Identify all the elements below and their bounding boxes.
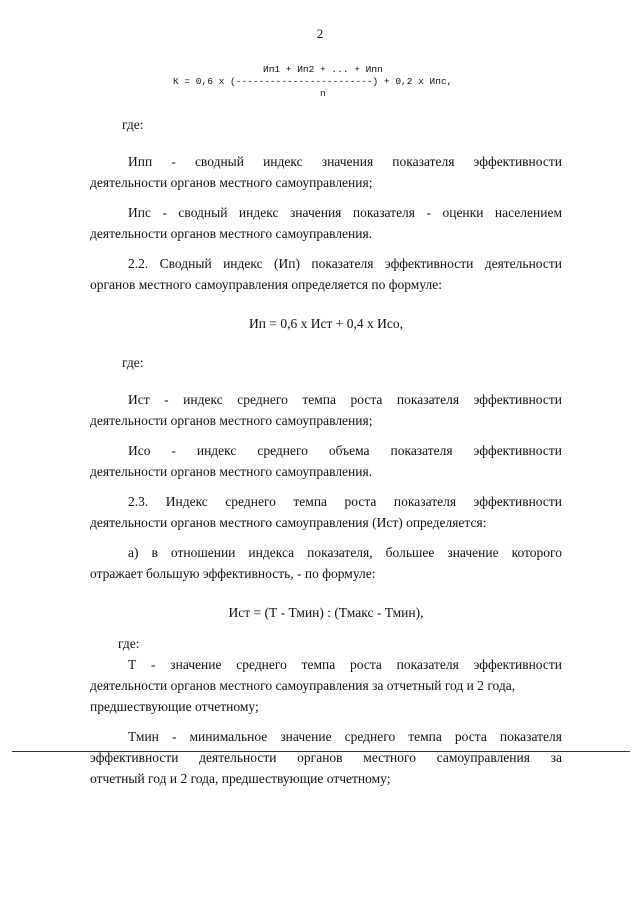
formula-k-numerator: Ип1 + Ип2 + ... + Ипn (263, 64, 383, 75)
definition-ist: Ист - индекс среднего темпа роста показателя эффективности (128, 392, 562, 407)
section-2-2: 2.2. Сводный индекс (Ип) показателя эффективности деятельности (128, 256, 562, 271)
definition-t-cont: деятельности органов местного самоуправления за отчетный год и 2 года, (90, 678, 516, 693)
definition-iso: Исо - индекс среднего объема показателя эффективности (128, 443, 562, 458)
where-label-2: где: (122, 355, 144, 370)
formula-k-main: К = 0,6 х (------------------------) + 0,2 х Ипс, (173, 76, 453, 87)
formula-ist: Ист = (Т - Тмин) : (Тмакс - Тмин), (228, 605, 424, 620)
definition-t-cont-2: предшествующие отчетному; (90, 699, 259, 714)
definition-tmin-cont: эффективности деятельности органов местного самоуправления за (90, 750, 562, 765)
definition-ist-cont: деятельности органов местного самоуправления; (90, 413, 373, 428)
document-body (90, 114, 562, 789)
section-2-2-cont: органов местного самоуправления определяется по формуле: (90, 277, 442, 292)
definition-iso-cont: деятельности органов местного самоуправления. (90, 464, 373, 479)
formula-k-denominator: n (320, 88, 326, 99)
definition-ipp: Ипп - сводный индекс значения показателя эффективности (128, 154, 562, 169)
item-a-cont: отражает большую эффективность, - по формуле: (90, 566, 376, 581)
item-a: а) в отношении индекса показателя, большее значение которого (128, 545, 562, 560)
definition-tmin-cont-2: отчетный год и 2 года, предшествующие отчетному; (90, 771, 391, 786)
definition-ips: Ипс - сводный индекс значения показателя - оценки населением (128, 205, 562, 220)
definition-t: Т - значение среднего темпа роста показателя эффективности (128, 657, 562, 672)
section-2-3-cont: деятельности органов местного самоуправления (Ист) определяется: (90, 515, 487, 530)
footer-divider (12, 751, 630, 752)
definition-ips-cont: деятельности органов местного самоуправления. (90, 226, 373, 241)
page-number: 2 (316, 26, 324, 41)
section-2-3: 2.3. Индекс среднего темпа роста показателя эффективности (128, 494, 562, 509)
definition-tmin: Тмин - минимальное значение среднего темпа роста показателя (128, 729, 562, 744)
definition-ipp-cont: деятельности органов местного самоуправления; (90, 175, 373, 190)
where-label: где: (122, 117, 144, 132)
formula-k (0, 64, 640, 112)
where-label-3: где: (118, 636, 140, 651)
formula-ip: Ип = 0,6 х Ист + 0,4 х Исо, (249, 316, 403, 331)
